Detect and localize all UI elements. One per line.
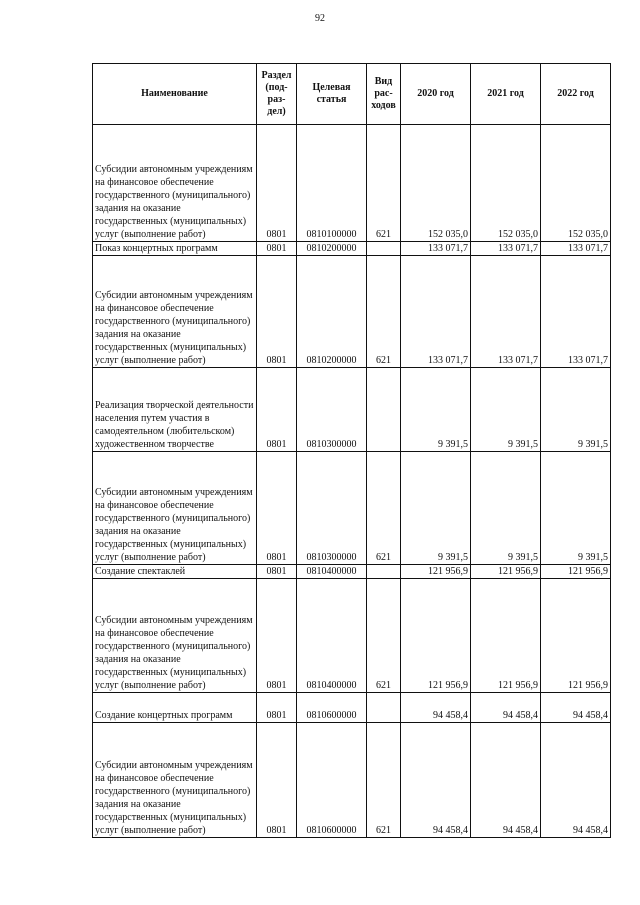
budget-table	[92, 63, 611, 838]
row-2022: 152 035,0	[541, 125, 611, 242]
row-target: 0810200000	[297, 256, 367, 368]
header-target: Целевая статья	[297, 64, 367, 125]
row-2021: 121 956,9	[471, 579, 541, 693]
row-target: 0810400000	[297, 579, 367, 693]
table-header-row	[93, 64, 611, 125]
row-2020: 94 458,4	[401, 723, 471, 838]
row-2020: 121 956,9	[401, 565, 471, 579]
row-name: Показ концертных программ	[93, 242, 257, 256]
row-type	[367, 242, 401, 256]
row-2021: 133 071,7	[471, 256, 541, 368]
row-2022: 9 391,5	[541, 452, 611, 565]
row-type: 621	[367, 256, 401, 368]
row-2020: 94 458,4	[401, 693, 471, 723]
row-2020: 121 956,9	[401, 579, 471, 693]
row-2022: 133 071,7	[541, 242, 611, 256]
table-row	[93, 693, 611, 723]
row-2022: 121 956,9	[541, 565, 611, 579]
row-2021: 9 391,5	[471, 452, 541, 565]
row-name: Субсидии автономным учреждениям на финансовое обеспечение государственного (муниципального) задания на оказание государственных (муниципальных) услуг (выполнение работ)	[93, 256, 257, 368]
row-section: 0801	[257, 368, 297, 452]
row-name: Субсидии автономным учреждениям на финансовое обеспечение государственного (муниципального) задания на оказание государственных (муниципальных) услуг (выполнение работ)	[93, 125, 257, 242]
row-target: 0810600000	[297, 723, 367, 838]
row-section: 0801	[257, 579, 297, 693]
row-type	[367, 565, 401, 579]
row-name: Субсидии автономным учреждениям на финансовое обеспечение государственного (муниципального) задания на оказание государственных (муниципальных) услуг (выполнение работ)	[93, 579, 257, 693]
row-2021: 94 458,4	[471, 723, 541, 838]
row-type	[367, 693, 401, 723]
row-type	[367, 368, 401, 452]
table-row	[93, 565, 611, 579]
header-type: Вид рас- ходов	[367, 64, 401, 125]
row-section: 0801	[257, 125, 297, 242]
row-2022: 94 458,4	[541, 723, 611, 838]
table-row	[93, 723, 611, 838]
page-number: 92	[315, 13, 325, 24]
row-name: Создание спектаклей	[93, 565, 257, 579]
header-section: Раздел (под- раз- дел)	[257, 64, 297, 125]
header-2022: 2022 год	[541, 64, 611, 125]
row-2021: 152 035,0	[471, 125, 541, 242]
row-target: 0810200000	[297, 242, 367, 256]
row-name: Создание концертных программ	[93, 693, 257, 723]
row-2020: 133 071,7	[401, 242, 471, 256]
row-2022: 9 391,5	[541, 368, 611, 452]
row-target: 0810600000	[297, 693, 367, 723]
row-section: 0801	[257, 565, 297, 579]
table-row	[93, 579, 611, 693]
header-name: Наименование	[93, 64, 257, 125]
row-type: 621	[367, 723, 401, 838]
table-row	[93, 452, 611, 565]
table-row	[93, 242, 611, 256]
row-name: Реализация творческой деятельности населения путем участия в самодеятельном (любительском) художественном творчестве	[93, 368, 257, 452]
row-2022: 121 956,9	[541, 579, 611, 693]
row-name: Субсидии автономным учреждениям на финансовое обеспечение государственного (муниципального) задания на оказание государственных (муниципальных) услуг (выполнение работ)	[93, 723, 257, 838]
row-target: 0810100000	[297, 125, 367, 242]
row-2022: 133 071,7	[541, 256, 611, 368]
row-2021: 133 071,7	[471, 242, 541, 256]
row-type: 621	[367, 452, 401, 565]
row-2020: 9 391,5	[401, 452, 471, 565]
row-type: 621	[367, 125, 401, 242]
row-2020: 9 391,5	[401, 368, 471, 452]
table-row	[93, 368, 611, 452]
row-2021: 94 458,4	[471, 693, 541, 723]
row-section: 0801	[257, 242, 297, 256]
row-target: 0810300000	[297, 452, 367, 565]
row-2021: 121 956,9	[471, 565, 541, 579]
header-2020: 2020 год	[401, 64, 471, 125]
row-target: 0810400000	[297, 565, 367, 579]
row-2021: 9 391,5	[471, 368, 541, 452]
row-name: Субсидии автономным учреждениям на финансовое обеспечение государственного (муниципального) задания на оказание государственных (муниципальных) услуг (выполнение работ)	[93, 452, 257, 565]
row-section: 0801	[257, 693, 297, 723]
row-type: 621	[367, 579, 401, 693]
row-2020: 133 071,7	[401, 256, 471, 368]
row-2020: 152 035,0	[401, 125, 471, 242]
header-2021: 2021 год	[471, 64, 541, 125]
row-section: 0801	[257, 256, 297, 368]
table-row	[93, 125, 611, 242]
row-2022: 94 458,4	[541, 693, 611, 723]
row-section: 0801	[257, 452, 297, 565]
table-row	[93, 256, 611, 368]
row-section: 0801	[257, 723, 297, 838]
row-target: 0810300000	[297, 368, 367, 452]
